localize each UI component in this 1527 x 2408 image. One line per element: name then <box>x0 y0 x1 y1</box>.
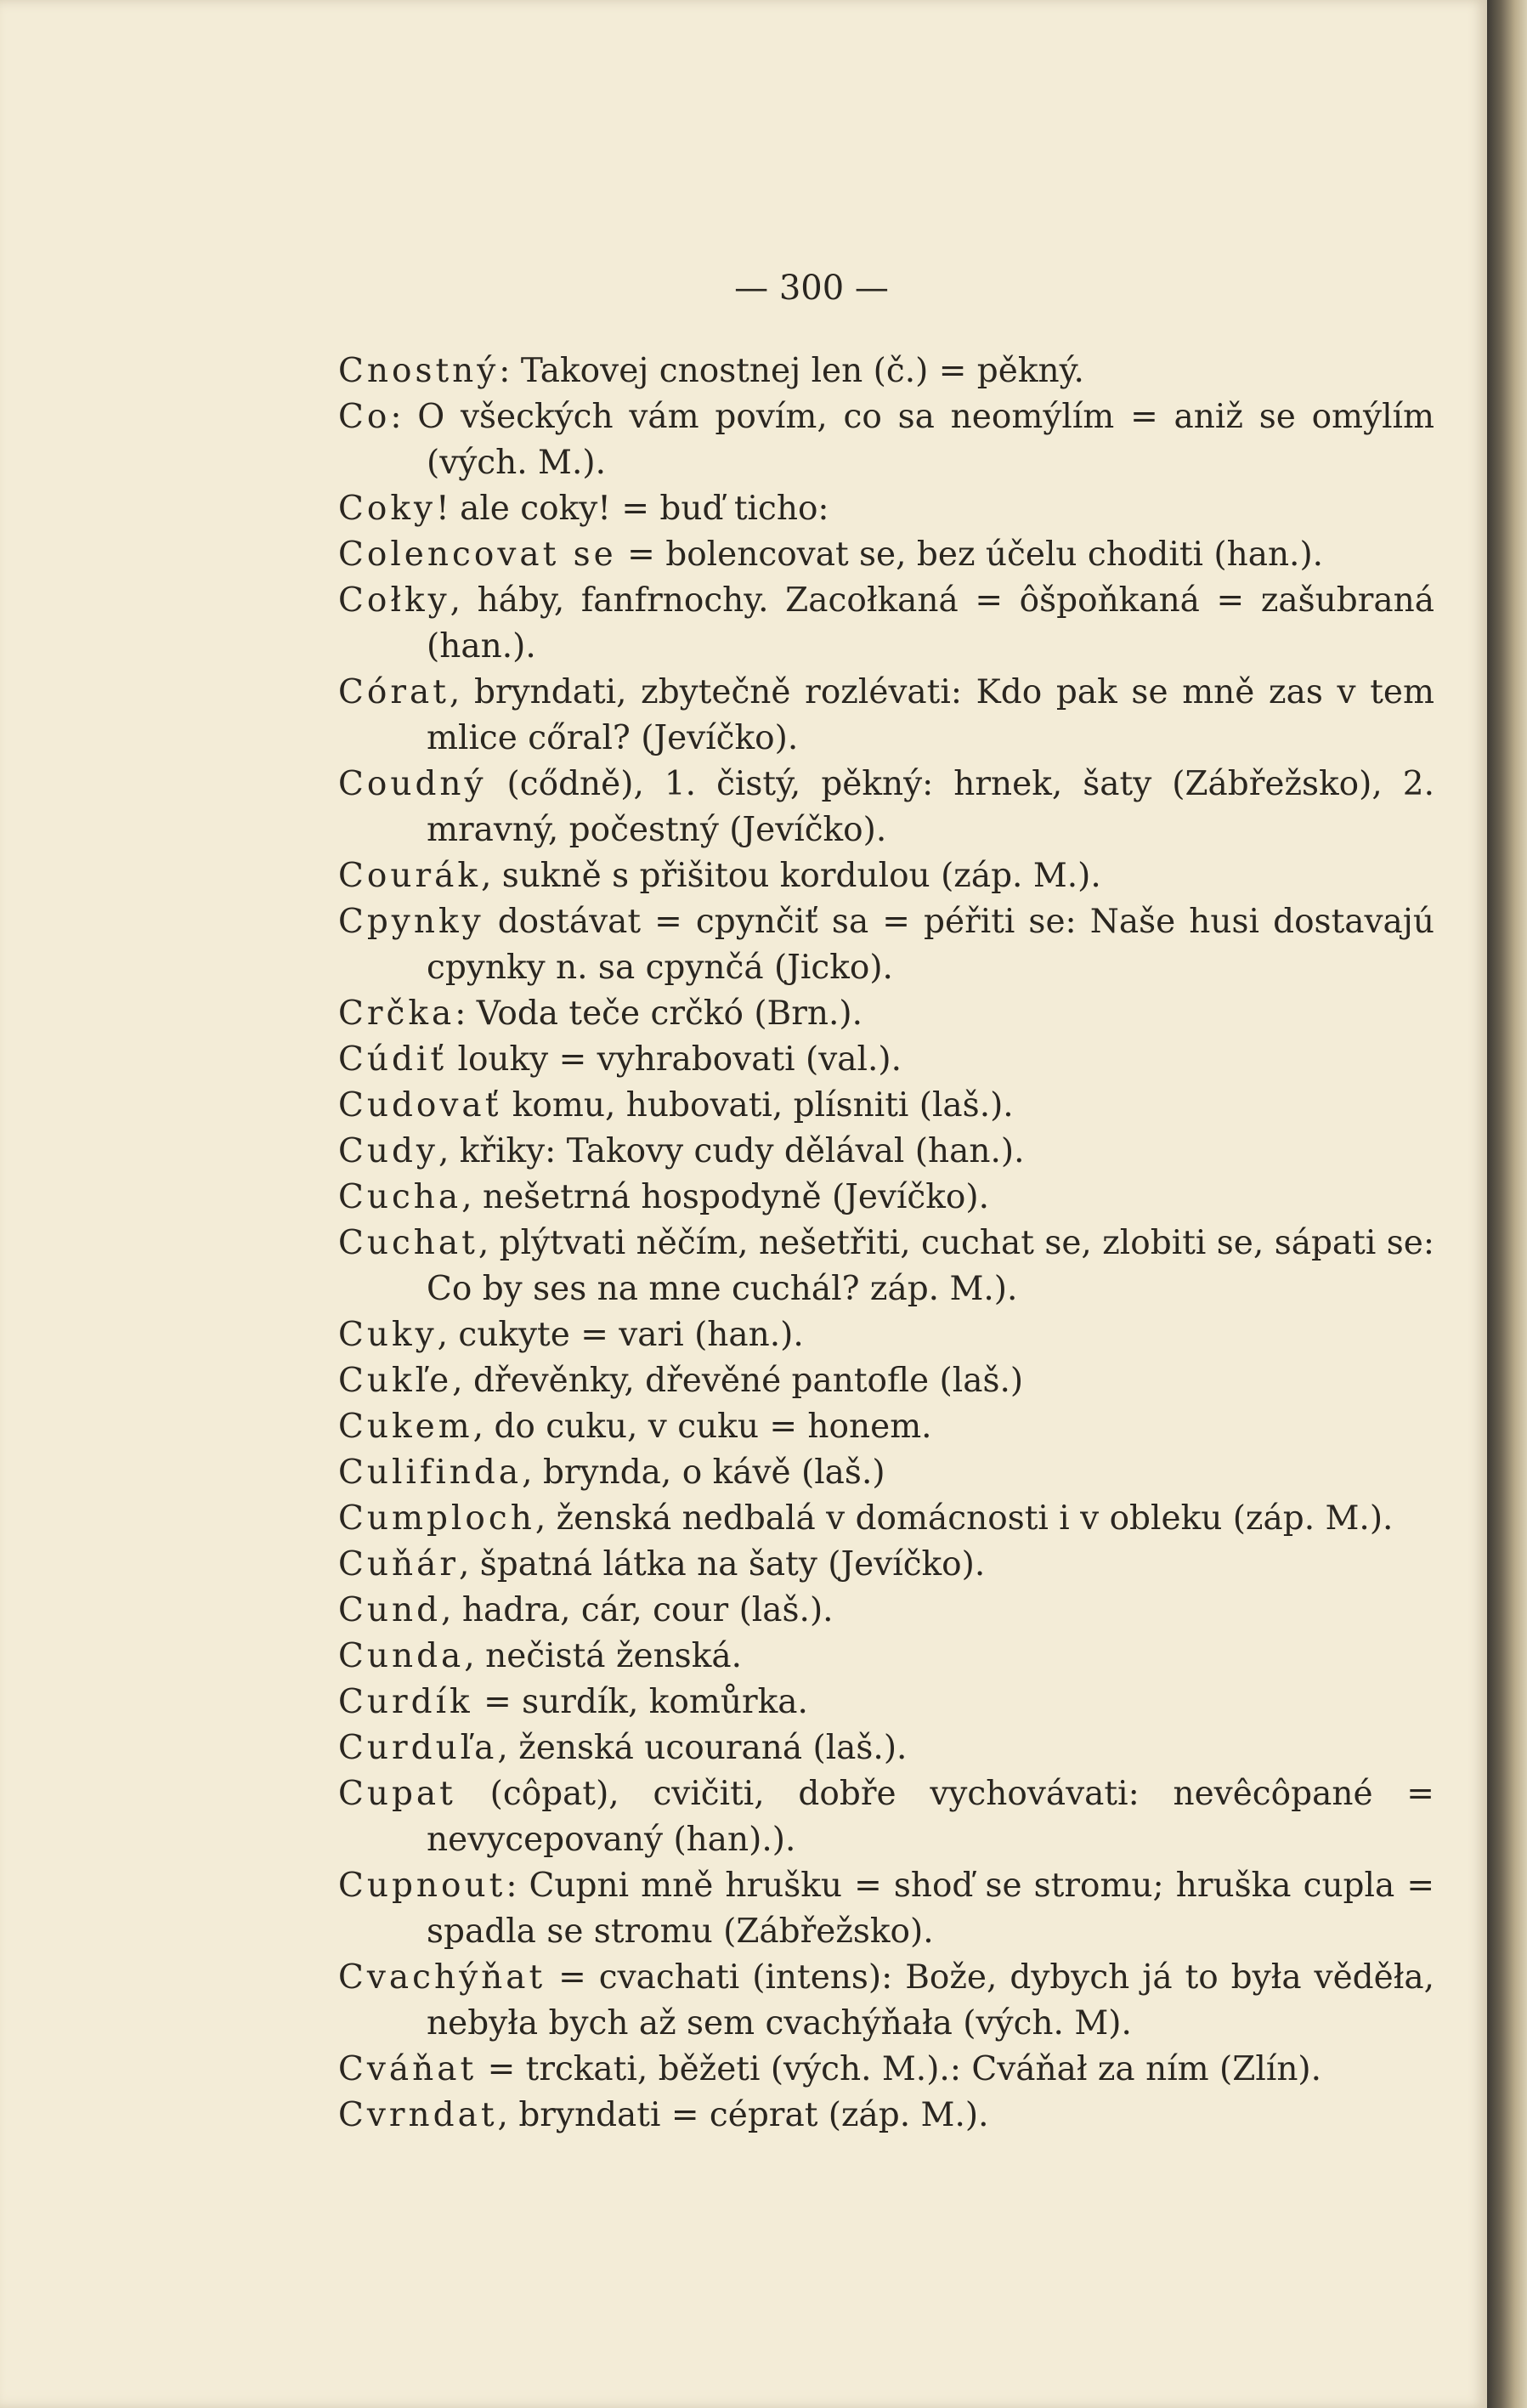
definition: , do cuku, v cuku = honem. <box>472 1408 932 1446</box>
headword: Cucha <box>338 1178 462 1216</box>
definition: = trckati, běžeti (vých. M.).: Cváňał za ním (Zlín). <box>477 2050 1322 2088</box>
definition: , špatná látka na šaty (Jevíčko). <box>458 1545 986 1584</box>
entry <box>338 1955 1434 2047</box>
dictionary-entries <box>338 348 1434 2139</box>
definition: , háby, fanfrnochy. Zacołkaná = ôšpoňkaná = zašubraná (han.). <box>427 581 1434 666</box>
page-number: — 300 — <box>734 269 889 308</box>
entry <box>338 1450 1434 1496</box>
headword: Cudy <box>338 1132 438 1170</box>
definition: , bryndati, zbytečně rozlévati: Kdo pak se mně zas v tem mlice cőral? (Jevíčko). <box>427 673 1434 757</box>
headword: Curdík <box>338 1683 473 1721</box>
definition: , křiky: Takovy cudy dělával (han.). <box>438 1132 1025 1170</box>
entry <box>338 394 1434 486</box>
definition: : O všeckých vám povím, co sa neomýlím = aniž se omýlím (vých. M.). <box>390 398 1434 482</box>
entry <box>338 1129 1434 1175</box>
headword: Cund <box>338 1591 442 1629</box>
definition: = bolencovat se, bez účelu choditi (han.). <box>616 535 1324 574</box>
definition: : Cupni mně hrušku = shoď se stromu; hruška cupla = spadla se stromu (Zábřežsko). <box>427 1867 1434 1951</box>
definition: , hadra, cár, cour (laš.). <box>441 1591 834 1629</box>
book-page-edge <box>1487 0 1527 2408</box>
definition: , dřevěnky, dřevěné pantofle (laš.) <box>452 1362 1024 1400</box>
headword: Coky <box>338 490 436 528</box>
headword: Co <box>338 398 391 436</box>
headword: Cvachýňat <box>338 1958 546 1997</box>
headword: Cumploch <box>338 1499 535 1538</box>
headword: Curduľa <box>338 1729 498 1767</box>
entry <box>338 1312 1434 1358</box>
headword: Cnostný <box>338 352 500 390</box>
headword: Cukľe <box>338 1362 453 1400</box>
definition: , nečistá ženská. <box>464 1637 742 1675</box>
definition: , bryndati = céprat (záp. M.). <box>497 2096 989 2134</box>
headword: Cuky <box>338 1316 438 1354</box>
headword: Cuňár <box>338 1545 459 1584</box>
entry <box>338 2047 1434 2093</box>
entry <box>338 1175 1434 1221</box>
definition: , ženská nedbalá v domácnosti i v obleku (záp. M.). <box>534 1499 1394 1538</box>
entry <box>338 1404 1434 1450</box>
definition: = surdík, komůrka. <box>472 1683 808 1721</box>
headword: Cúdiť <box>338 1040 448 1079</box>
entry <box>338 991 1434 1037</box>
definition: : Takovej cnostnej len (č.) = pěkný. <box>499 352 1084 390</box>
headword: Cupat <box>338 1775 456 1813</box>
definition: : Voda teče crčkó (Brn.). <box>455 994 862 1033</box>
headword: Cváňat <box>338 2050 478 2088</box>
definition: , plýtvati něčím, nešetřiti, cuchat se, zlobiti se, sápati se: Co by ses na mne cuchál? záp. M.). <box>427 1224 1434 1308</box>
definition: = cvachati (intens): Bože, dybych já to była věděła, nebyła bych až sem cvachýňała (vých. M). <box>427 1958 1434 2043</box>
definition: ! ale coky! = buď ticho: <box>436 490 829 528</box>
definition: dostávat = cpynčiť sa = péřiti se: Naše husi dostavajú cpynky n. sa cpynčá (Jicko). <box>427 903 1434 987</box>
definition: , cukyte = vari (han.). <box>437 1316 804 1354</box>
definition: komu, hubovati, plísniti (laš.). <box>501 1086 1014 1125</box>
entry <box>338 1771 1434 1863</box>
entry <box>338 853 1434 899</box>
entry <box>338 670 1434 762</box>
headword: Cołky <box>338 581 450 620</box>
headword: Crčka <box>338 994 455 1033</box>
entry <box>338 2093 1434 2139</box>
entry <box>338 1680 1434 1725</box>
entry <box>338 1037 1434 1083</box>
headword: Cpynky <box>338 903 484 941</box>
headword: Coudný <box>338 765 487 803</box>
headword: Courák <box>338 857 481 895</box>
headword: Cunda <box>338 1637 465 1675</box>
entry <box>338 1542 1434 1588</box>
definition: , ženská ucouraná (laš.). <box>497 1729 908 1767</box>
entry <box>338 1358 1434 1404</box>
definition: , brynda, o kávě (laš.) <box>522 1453 885 1492</box>
entry <box>338 762 1434 853</box>
headword: Cukem <box>338 1408 473 1446</box>
headword: Culifinda <box>338 1453 523 1492</box>
headword: Cuchat <box>338 1224 478 1262</box>
entry <box>338 578 1434 670</box>
definition: louky = vyhrabovati (val.). <box>447 1040 902 1079</box>
entry <box>338 348 1434 394</box>
definition: (cődně), 1. čistý, pěkný: hrnek, šaty (Zábřežsko), 2. mravný, počestný (Jevíčko). <box>427 765 1434 849</box>
headword: Cudovať <box>338 1086 502 1125</box>
entry <box>338 1725 1434 1771</box>
definition: , nešetrná hospodyně (Jevíčko). <box>461 1178 989 1216</box>
entry <box>338 1588 1434 1634</box>
headword: Cvrndat <box>338 2096 498 2134</box>
definition: (côpat), cvičiti, dobře vychovávati: nevêcôpané = nevycepovaný (han).). <box>427 1775 1434 1859</box>
entry <box>338 532 1434 578</box>
entry <box>338 486 1434 532</box>
entry <box>338 1083 1434 1129</box>
entry <box>338 899 1434 991</box>
entry <box>338 1221 1434 1312</box>
headword: Colencovat se <box>338 535 617 574</box>
entry <box>338 1634 1434 1680</box>
definition: , sukně s přišitou kordulou (záp. M.). <box>480 857 1101 895</box>
headword: Cupnout <box>338 1867 506 1905</box>
entry <box>338 1496 1434 1542</box>
headword: Córat <box>338 673 450 711</box>
entry <box>338 1863 1434 1955</box>
